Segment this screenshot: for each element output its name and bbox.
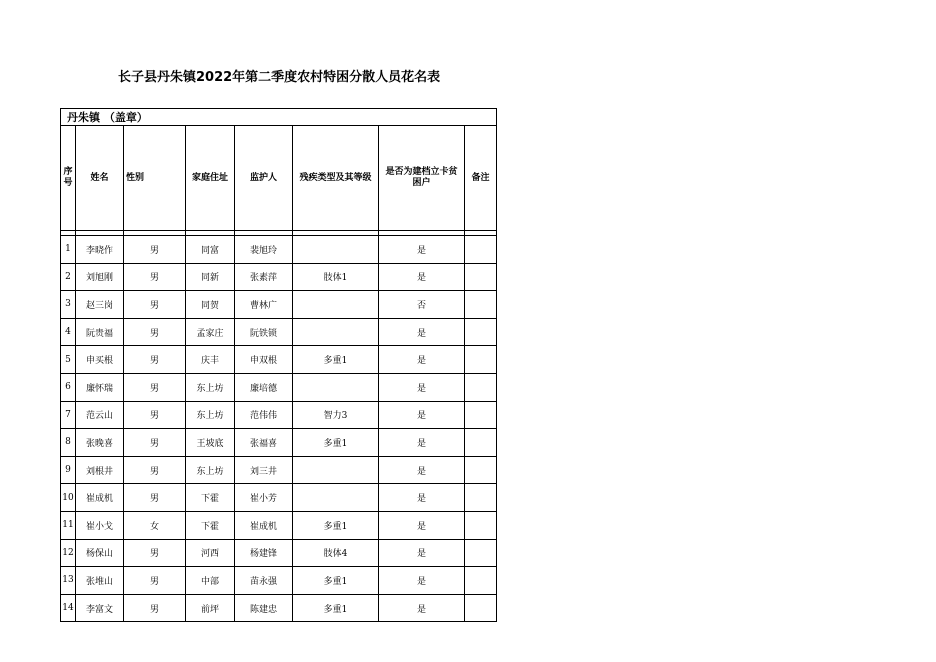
cell-disability	[293, 236, 379, 264]
cell-note	[465, 539, 497, 567]
table-row	[61, 263, 497, 291]
cell-guardian: 苗永强	[235, 567, 293, 595]
cell-poverty-card: 是	[379, 511, 465, 539]
header-disability: 残疾类型及其等级	[293, 126, 379, 231]
header-poverty-card: 是否为建档立卡贫困户	[379, 126, 465, 231]
cell-seq: 12	[61, 539, 76, 567]
cell-poverty-card: 是	[379, 263, 465, 291]
cell-note	[465, 236, 497, 264]
cell-poverty-card: 是	[379, 401, 465, 429]
cell-disability: 肢体1	[293, 263, 379, 291]
cell-note	[465, 291, 497, 319]
cell-disability	[293, 373, 379, 401]
table-row	[61, 429, 497, 457]
cell-name: 申买根	[76, 346, 124, 374]
cell-guardian: 崔小芳	[235, 484, 293, 512]
cell-guardian: 刘三井	[235, 456, 293, 484]
cell-gender: 男	[124, 291, 186, 319]
cell-disability	[293, 291, 379, 319]
cell-address: 孟家庄	[186, 318, 235, 346]
cell-note	[465, 456, 497, 484]
cell-seq: 2	[61, 263, 76, 291]
table-row	[61, 318, 497, 346]
cell-note	[465, 484, 497, 512]
cell-disability: 肢体4	[293, 539, 379, 567]
cell-poverty-card: 是	[379, 539, 465, 567]
table-row	[61, 373, 497, 401]
cell-note	[465, 429, 497, 457]
table-row	[61, 236, 497, 264]
cell-name: 阮贵福	[76, 318, 124, 346]
header-seq: 序号	[61, 126, 76, 231]
cell-address: 河西	[186, 539, 235, 567]
cell-guardian: 张素萍	[235, 263, 293, 291]
cell-address: 下霍	[186, 511, 235, 539]
table-row	[61, 484, 497, 512]
cell-seq: 11	[61, 511, 76, 539]
cell-address: 庆丰	[186, 346, 235, 374]
cell-disability	[293, 318, 379, 346]
cell-name: 崔成机	[76, 484, 124, 512]
cell-guardian: 陈建忠	[235, 594, 293, 622]
cell-poverty-card: 是	[379, 456, 465, 484]
cell-address: 东上坊	[186, 401, 235, 429]
cell-name: 李富文	[76, 594, 124, 622]
table-row	[61, 539, 497, 567]
table-row	[61, 567, 497, 595]
cell-gender: 女	[124, 511, 186, 539]
cell-guardian: 阮铁锁	[235, 318, 293, 346]
cell-gender: 男	[124, 539, 186, 567]
roster-table	[60, 108, 497, 622]
header-address: 家庭住址	[186, 126, 235, 231]
cell-gender: 男	[124, 567, 186, 595]
cell-seq: 7	[61, 401, 76, 429]
header-guardian: 监护人	[235, 126, 293, 231]
cell-gender: 男	[124, 373, 186, 401]
cell-gender: 男	[124, 456, 186, 484]
cell-note	[465, 373, 497, 401]
cell-address: 下霍	[186, 484, 235, 512]
cell-disability	[293, 456, 379, 484]
cell-guardian: 廉培德	[235, 373, 293, 401]
cell-address: 东上坊	[186, 373, 235, 401]
cell-note	[465, 511, 497, 539]
cell-name: 李晓作	[76, 236, 124, 264]
table-row	[61, 594, 497, 622]
town-row	[61, 109, 497, 126]
cell-poverty-card: 否	[379, 291, 465, 319]
cell-name: 赵三岗	[76, 291, 124, 319]
cell-disability: 多重1	[293, 567, 379, 595]
cell-seq: 5	[61, 346, 76, 374]
cell-address: 中部	[186, 567, 235, 595]
cell-gender: 男	[124, 429, 186, 457]
cell-poverty-card: 是	[379, 318, 465, 346]
cell-poverty-card: 是	[379, 429, 465, 457]
cell-name: 杨保山	[76, 539, 124, 567]
cell-note	[465, 567, 497, 595]
cell-note	[465, 401, 497, 429]
cell-disability: 多重1	[293, 429, 379, 457]
cell-guardian: 杨建锋	[235, 539, 293, 567]
cell-name: 张堆山	[76, 567, 124, 595]
table-row	[61, 346, 497, 374]
cell-seq: 1	[61, 236, 76, 264]
roster-body	[61, 236, 497, 622]
cell-seq: 10	[61, 484, 76, 512]
cell-gender: 男	[124, 318, 186, 346]
cell-poverty-card: 是	[379, 236, 465, 264]
cell-guardian: 张福喜	[235, 429, 293, 457]
cell-poverty-card: 是	[379, 567, 465, 595]
cell-poverty-card: 是	[379, 484, 465, 512]
table-row	[61, 401, 497, 429]
cell-gender: 男	[124, 236, 186, 264]
cell-address: 同新	[186, 263, 235, 291]
header-name: 姓名	[76, 126, 124, 231]
cell-poverty-card: 是	[379, 594, 465, 622]
cell-seq: 8	[61, 429, 76, 457]
cell-seq: 6	[61, 373, 76, 401]
cell-seq: 4	[61, 318, 76, 346]
cell-disability: 多重1	[293, 594, 379, 622]
cell-seq: 14	[61, 594, 76, 622]
town-label: 丹朱镇 （盖章）	[61, 109, 497, 126]
cell-name: 刘根井	[76, 456, 124, 484]
roster-sheet	[60, 108, 496, 622]
cell-guardian: 范伟伟	[235, 401, 293, 429]
sheet-title: 长子县丹朱镇2022年第二季度农村特困分散人员花名表	[118, 70, 441, 85]
cell-poverty-card: 是	[379, 346, 465, 374]
cell-note	[465, 346, 497, 374]
cell-poverty-card: 是	[379, 373, 465, 401]
cell-gender: 男	[124, 401, 186, 429]
cell-address: 前坪	[186, 594, 235, 622]
cell-disability: 智力3	[293, 401, 379, 429]
cell-note	[465, 594, 497, 622]
cell-guardian: 曹林广	[235, 291, 293, 319]
cell-note	[465, 263, 497, 291]
cell-seq: 9	[61, 456, 76, 484]
cell-address: 王坡底	[186, 429, 235, 457]
header-gender: 性别	[124, 126, 186, 231]
cell-gender: 男	[124, 484, 186, 512]
cell-address: 东上坊	[186, 456, 235, 484]
cell-name: 张晚喜	[76, 429, 124, 457]
cell-guardian: 裴旭玲	[235, 236, 293, 264]
cell-disability: 多重1	[293, 511, 379, 539]
cell-disability: 多重1	[293, 346, 379, 374]
cell-seq: 13	[61, 567, 76, 595]
cell-note	[465, 318, 497, 346]
cell-seq: 3	[61, 291, 76, 319]
table-row	[61, 456, 497, 484]
cell-guardian: 申双根	[235, 346, 293, 374]
cell-guardian: 崔成机	[235, 511, 293, 539]
cell-name: 崔小戈	[76, 511, 124, 539]
cell-name: 刘旭刚	[76, 263, 124, 291]
cell-gender: 男	[124, 594, 186, 622]
table-row	[61, 291, 497, 319]
cell-name: 范云山	[76, 401, 124, 429]
header-note: 备注	[465, 126, 497, 231]
cell-name: 廉怀瑞	[76, 373, 124, 401]
table-row	[61, 511, 497, 539]
cell-disability	[293, 484, 379, 512]
cell-gender: 男	[124, 263, 186, 291]
header-row	[61, 126, 497, 231]
cell-address: 同富	[186, 236, 235, 264]
cell-gender: 男	[124, 346, 186, 374]
cell-address: 同贺	[186, 291, 235, 319]
